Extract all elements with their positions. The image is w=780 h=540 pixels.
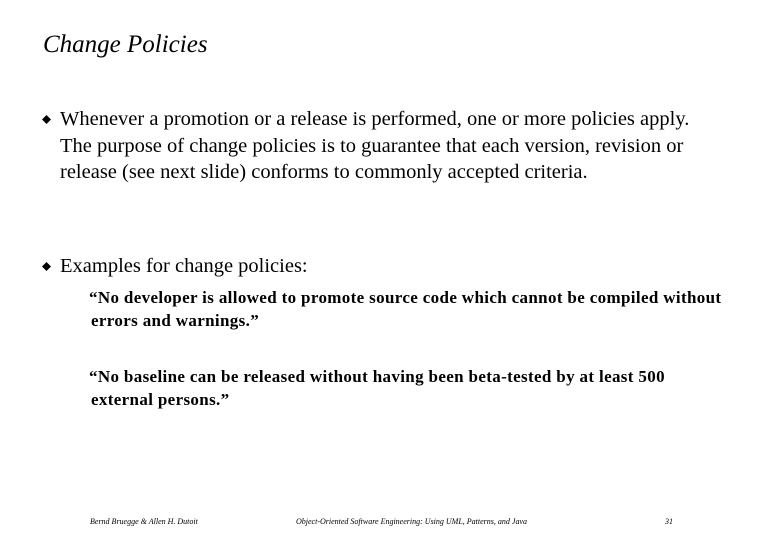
- footer-book-title: Object-Oriented Software Engineering: Using UML, Patterns, and Java: [296, 517, 527, 526]
- diamond-bullet-icon: [42, 115, 51, 124]
- bullet-item: [42, 106, 692, 186]
- bullet-text: Whenever a promotion or a release is performed, one or more policies apply. The purpose of change policies is to guarantee that each version, revision or release (see next slide) conforms to commonly accepted criteria.: [60, 108, 690, 183]
- bullet-text: Examples for change policies:: [60, 255, 308, 277]
- slide-title: Change Policies: [43, 31, 208, 58]
- policy-example-quote: “No baseline can be released without having been beta-tested by at least 500 external persons.”: [89, 367, 665, 409]
- diamond-bullet-icon: [42, 262, 51, 271]
- footer-page-number: 31: [665, 517, 673, 526]
- footer-authors: Bernd Bruegge & Allen H. Dutoit: [90, 517, 198, 526]
- policy-example-quote: “No developer is allowed to promote source code which cannot be compiled without errors and warnings.”: [89, 288, 722, 330]
- bullet-item: [42, 253, 692, 280]
